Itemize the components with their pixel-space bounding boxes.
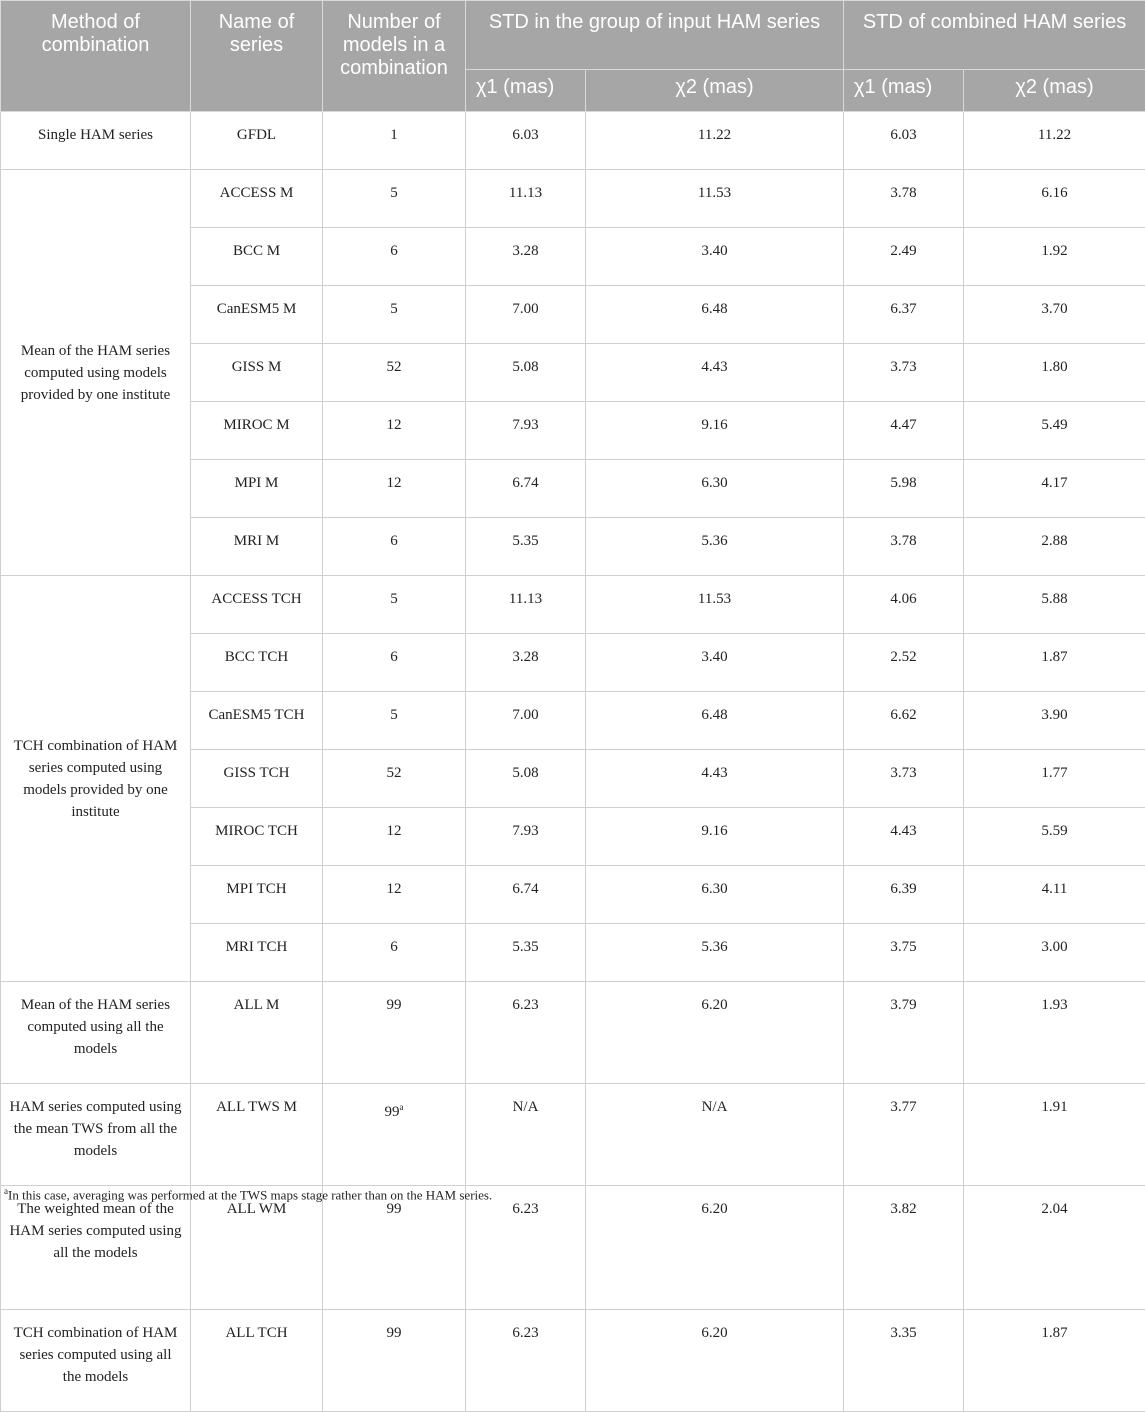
model-count-cell: 5 (323, 170, 466, 228)
table-footnote (4, 1186, 492, 1203)
model-count-cell: 6 (323, 634, 466, 692)
input-chi2-cell: 11.53 (586, 576, 844, 634)
input-chi1-cell: 6.03 (466, 112, 586, 170)
input-chi1-cell: 7.00 (466, 286, 586, 344)
series-name-cell: ALL TCH (191, 1310, 323, 1412)
combined-chi2-cell: 1.80 (964, 344, 1145, 402)
input-chi2-cell: 6.48 (586, 692, 844, 750)
combined-chi2-cell: 3.90 (964, 692, 1145, 750)
table-row (1, 1310, 1145, 1412)
input-chi1-cell: 6.23 (466, 982, 586, 1084)
table-row (1, 170, 1145, 228)
series-name-cell: GISS M (191, 344, 323, 402)
input-chi1-cell: 6.23 (466, 1310, 586, 1412)
footnote-marker: a (4, 1186, 8, 1196)
series-name-cell: CanESM5 TCH (191, 692, 323, 750)
series-name-cell: MIROC TCH (191, 808, 323, 866)
series-name-cell: GFDL (191, 112, 323, 170)
model-count-cell: 52 (323, 344, 466, 402)
series-name-cell: MPI M (191, 460, 323, 518)
input-chi2-cell: 11.22 (586, 112, 844, 170)
model-count-cell: 99 (323, 982, 466, 1084)
model-count-cell: 52 (323, 750, 466, 808)
input-chi1-cell: 11.13 (466, 576, 586, 634)
series-name-cell: ACCESS M (191, 170, 323, 228)
combined-chi2-cell: 1.77 (964, 750, 1145, 808)
header-input-chi1: χ1 (mas) (466, 70, 586, 112)
model-count-cell: 12 (323, 460, 466, 518)
series-name-cell: MRI TCH (191, 924, 323, 982)
input-chi2-cell: 6.20 (586, 1310, 844, 1412)
header-name: Name of series (191, 1, 323, 112)
combined-chi2-cell: 3.00 (964, 924, 1145, 982)
series-name-cell: ALL M (191, 982, 323, 1084)
combined-chi1-cell: 3.75 (844, 924, 964, 982)
combined-chi1-cell: 3.35 (844, 1310, 964, 1412)
footnote-text: In this case, averaging was performed at the TWS maps stage rather than on the HAM series. (8, 1187, 492, 1202)
input-chi2-cell: 5.36 (586, 518, 844, 576)
footnote-marker: a (400, 1102, 404, 1112)
series-name-cell: GISS TCH (191, 750, 323, 808)
input-chi1-cell: 7.93 (466, 808, 586, 866)
input-chi1-cell: N/A (466, 1084, 586, 1186)
combined-chi2-cell: 1.93 (964, 982, 1145, 1084)
input-chi1-cell: 5.35 (466, 924, 586, 982)
input-chi1-cell: 5.08 (466, 750, 586, 808)
input-chi2-cell: 5.36 (586, 924, 844, 982)
model-count-cell: 6 (323, 924, 466, 982)
combined-chi2-cell: 11.22 (964, 112, 1145, 170)
header-std-combined: STD of combined HAM series (844, 1, 1145, 70)
input-chi1-cell: 11.13 (466, 170, 586, 228)
table-row (1, 112, 1145, 170)
input-chi2-cell: 3.40 (586, 634, 844, 692)
model-count-cell (323, 1084, 466, 1186)
combined-chi1-cell: 3.78 (844, 170, 964, 228)
model-count-cell: 12 (323, 808, 466, 866)
combined-chi2-cell: 5.88 (964, 576, 1145, 634)
combined-chi1-cell: 4.06 (844, 576, 964, 634)
input-chi2-cell: 6.30 (586, 460, 844, 518)
input-chi1-cell: 7.93 (466, 402, 586, 460)
combined-chi1-cell: 6.62 (844, 692, 964, 750)
combined-chi1-cell: 5.98 (844, 460, 964, 518)
combined-chi1-cell: 6.37 (844, 286, 964, 344)
model-count-cell: 12 (323, 866, 466, 924)
model-count-cell: 5 (323, 576, 466, 634)
input-chi1-cell: 3.28 (466, 634, 586, 692)
table-row (1, 1084, 1145, 1186)
combined-chi2-cell: 2.88 (964, 518, 1145, 576)
input-chi2-cell: N/A (586, 1084, 844, 1186)
model-count-cell: 99 (323, 1310, 466, 1412)
input-chi1-cell: 5.08 (466, 344, 586, 402)
method-cell: Single HAM series (1, 112, 191, 170)
input-chi1-cell: 6.23 (466, 1186, 586, 1310)
input-chi1-cell: 3.28 (466, 228, 586, 286)
combined-chi2-cell: 1.87 (964, 1310, 1145, 1412)
model-count-value: 99 (385, 1104, 400, 1120)
header-number: Number of models in a combination (323, 1, 466, 112)
model-count-cell: 5 (323, 286, 466, 344)
model-count-cell: 6 (323, 518, 466, 576)
input-chi2-cell: 9.16 (586, 808, 844, 866)
combined-chi1-cell: 4.43 (844, 808, 964, 866)
series-name-cell: MIROC M (191, 402, 323, 460)
series-name-cell: ALL WM (191, 1186, 323, 1310)
input-chi2-cell: 6.20 (586, 982, 844, 1084)
series-name-cell: BCC M (191, 228, 323, 286)
series-name-cell: MPI TCH (191, 866, 323, 924)
combined-chi1-cell: 2.52 (844, 634, 964, 692)
combined-chi1-cell: 6.03 (844, 112, 964, 170)
combined-chi1-cell: 2.49 (844, 228, 964, 286)
table-row (1, 576, 1145, 634)
table-header (1, 1, 1145, 112)
series-name-cell: ACCESS TCH (191, 576, 323, 634)
series-name-cell: BCC TCH (191, 634, 323, 692)
header-std-input: STD in the group of input HAM series (466, 1, 844, 70)
combined-chi2-cell: 4.17 (964, 460, 1145, 518)
series-name-cell: MRI M (191, 518, 323, 576)
combined-chi2-cell: 1.91 (964, 1084, 1145, 1186)
input-chi2-cell: 6.30 (586, 866, 844, 924)
combined-chi2-cell: 5.59 (964, 808, 1145, 866)
combined-chi2-cell: 1.87 (964, 634, 1145, 692)
table-body (1, 112, 1145, 1412)
table-row (1, 1186, 1145, 1310)
method-cell: TCH combination of HAM series computed using all the models (1, 1310, 191, 1412)
header-method: Method of combination (1, 1, 191, 112)
input-chi1-cell: 6.74 (466, 460, 586, 518)
input-chi2-cell: 4.43 (586, 344, 844, 402)
input-chi1-cell: 5.35 (466, 518, 586, 576)
combined-chi1-cell: 3.73 (844, 750, 964, 808)
combined-chi2-cell: 2.04 (964, 1186, 1145, 1310)
input-chi1-cell: 7.00 (466, 692, 586, 750)
method-cell: Mean of the HAM series computed using models provided by one institute (1, 170, 191, 576)
combined-chi1-cell: 3.73 (844, 344, 964, 402)
combined-chi1-cell: 3.82 (844, 1186, 964, 1310)
combined-chi2-cell: 4.11 (964, 866, 1145, 924)
model-count-cell: 6 (323, 228, 466, 286)
model-count-cell: 99 (323, 1186, 466, 1310)
combined-chi1-cell: 3.78 (844, 518, 964, 576)
method-cell: HAM series computed using the mean TWS from all the models (1, 1084, 191, 1186)
table-row (1, 982, 1145, 1084)
series-name-cell: CanESM5 M (191, 286, 323, 344)
input-chi2-cell: 6.20 (586, 1186, 844, 1310)
model-count-cell: 5 (323, 692, 466, 750)
input-chi2-cell: 4.43 (586, 750, 844, 808)
combined-chi2-cell: 5.49 (964, 402, 1145, 460)
header-combined-chi2: χ2 (mas) (964, 70, 1145, 112)
input-chi2-cell: 9.16 (586, 402, 844, 460)
combined-chi1-cell: 6.39 (844, 866, 964, 924)
combined-chi2-cell: 1.92 (964, 228, 1145, 286)
model-count-cell: 1 (323, 112, 466, 170)
input-chi2-cell: 6.48 (586, 286, 844, 344)
combined-chi2-cell: 6.16 (964, 170, 1145, 228)
combined-chi1-cell: 4.47 (844, 402, 964, 460)
method-cell: Mean of the HAM series computed using all the models (1, 982, 191, 1084)
combined-chi1-cell: 3.79 (844, 982, 964, 1084)
method-cell: The weighted mean of the HAM series computed using all the models (1, 1186, 191, 1310)
method-cell: TCH combination of HAM series computed using models provided by one institute (1, 576, 191, 982)
input-chi2-cell: 11.53 (586, 170, 844, 228)
input-chi2-cell: 3.40 (586, 228, 844, 286)
header-input-chi2: χ2 (mas) (586, 70, 844, 112)
series-name-cell: ALL TWS M (191, 1084, 323, 1186)
combined-chi1-cell: 3.77 (844, 1084, 964, 1186)
model-count-cell: 12 (323, 402, 466, 460)
combined-chi2-cell: 3.70 (964, 286, 1145, 344)
input-chi1-cell: 6.74 (466, 866, 586, 924)
header-combined-chi1: χ1 (mas) (844, 70, 964, 112)
